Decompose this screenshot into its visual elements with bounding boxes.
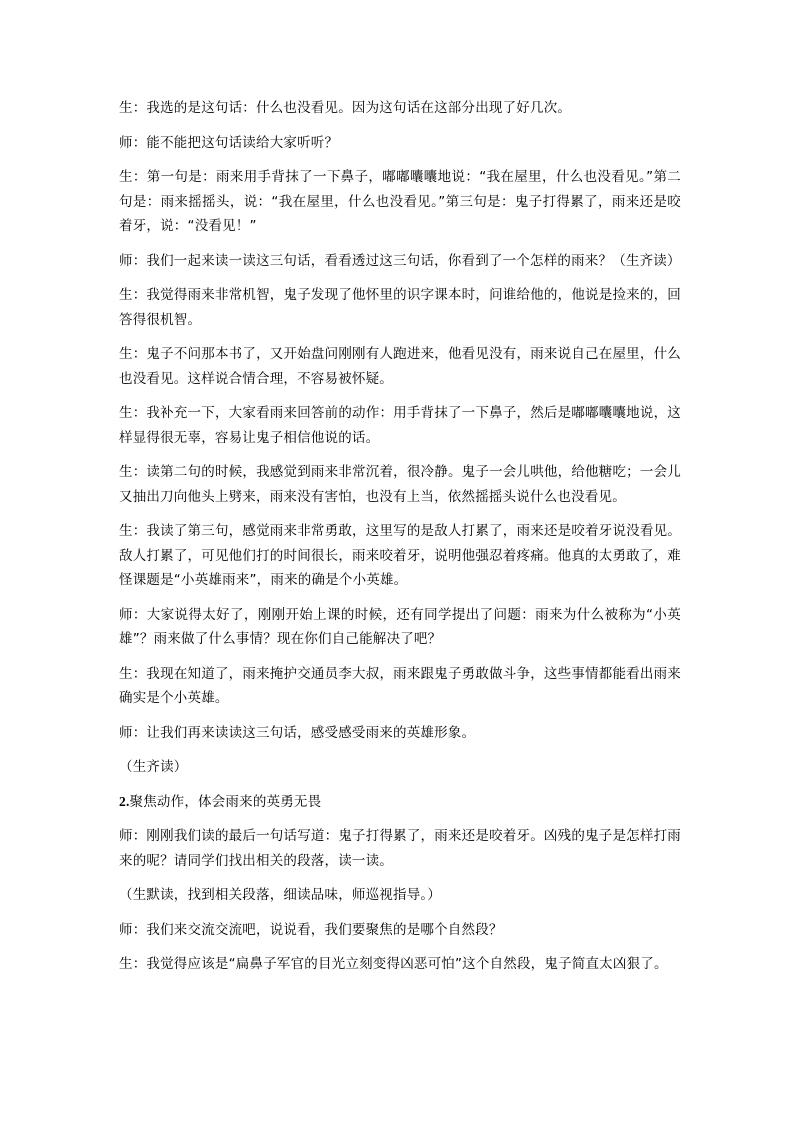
section-heading-text: 聚焦动作，体会雨来的英勇无畏 xyxy=(129,793,322,810)
paragraph-13: （生齐读） xyxy=(119,759,188,775)
paragraph-9: 生：我读了第三句，感觉雨来非常勇敢，这里写的是敌人打累了，雨来还是咬着牙说没看见。敌人打累了，可见他们打的时间很长，雨来咬着牙，说明他强忍着疼痛。他真的太勇敢了，难怪课题是“小英雄雨来”，雨来的确是个小英雄。 xyxy=(119,523,681,588)
paragraph-17: 生：我觉得应该是“扁鼻子军官的目光立刻变得凶恶可怕”这个自然段，鬼子简直太凶狠了。 xyxy=(119,956,668,972)
paragraph-2: 师：能不能把这句话读给大家听听？ xyxy=(119,134,339,151)
paragraph-1: 生：我选的是这句话：什么也没看见。因为这句话在这部分出现了好几次。 xyxy=(119,100,572,116)
paragraph-10: 师：大家说得太好了，刚刚开始上课的时候，还有同学提出了问题：雨来为什么被称为“小英雄”？雨来做了什么事情？现在你们自己能解决了吧？ xyxy=(119,606,681,647)
paragraph-6: 生：鬼子不问那本书了，又开始盘问刚刚有人跑进来，他看见没有，雨来说自己在屋里，什么也没看见。这样说合情合理，不容易被怀疑。 xyxy=(119,346,681,387)
paragraph-8: 生：读第二句的时候，我感觉到雨来非常沉着，很冷静。鬼子一会儿哄他，给他糖吃；一会儿又抽出刀向他头上劈来，雨来没有害怕，也没有上当，依然摇摇头说什么也没看见。 xyxy=(119,464,681,505)
paragraph-3: 生：第一句是：雨来用手背抹了一下鼻子，嘟嘟囔囔地说：“我在屋里，什么也没看见。”第二句是：雨来摇摇头，说：“我在屋里，什么也没看见。”第三句是：鬼子打得累了，雨来还是咬着牙，说：“没看见！” xyxy=(119,169,681,234)
paragraph-12: 师：让我们再来读读这三句话，感受感受雨来的英雄形象。 xyxy=(119,724,476,741)
section-heading xyxy=(119,790,681,815)
paragraph-4: 师：我们一起来读一读这三句话，看看透过这三句话，你看到了一个怎样的雨来？（生齐读） xyxy=(119,252,681,269)
paragraph-5: 生：我觉得雨来非常机智，鬼子发现了他怀里的识字课本时，问谁给他的，他说是捡来的，回答得很机智。 xyxy=(119,287,681,328)
section-heading-number: 2. xyxy=(119,793,130,809)
paragraph-14: 师：刚刚我们读的最后一句话写道：鬼子打得累了，雨来还是咬着牙。凶残的鬼子是怎样打雨来的呢？请同学们找出相关的段落，读一读。 xyxy=(119,828,681,869)
paragraph-11: 生：我现在知道了，雨来掩护交通员李大叔，雨来跟鬼子勇敢做斗争，这些事情都能看出雨来确实是个小英雄。 xyxy=(119,665,681,706)
paragraph-7: 生：我补充一下，大家看雨来回答前的动作：用手背抹了一下鼻子，然后是嘟嘟囔囔地说，这样显得很无辜，容易让鬼子相信他说的话。 xyxy=(119,405,681,446)
paragraph-15: （生默读，找到相关段落，细读品味，师巡视指导。） xyxy=(119,887,442,903)
document-body xyxy=(119,96,681,977)
paragraph-16: 师：我们来交流交流吧，说说看，我们要聚焦的是哪个自然段？ xyxy=(119,921,503,938)
